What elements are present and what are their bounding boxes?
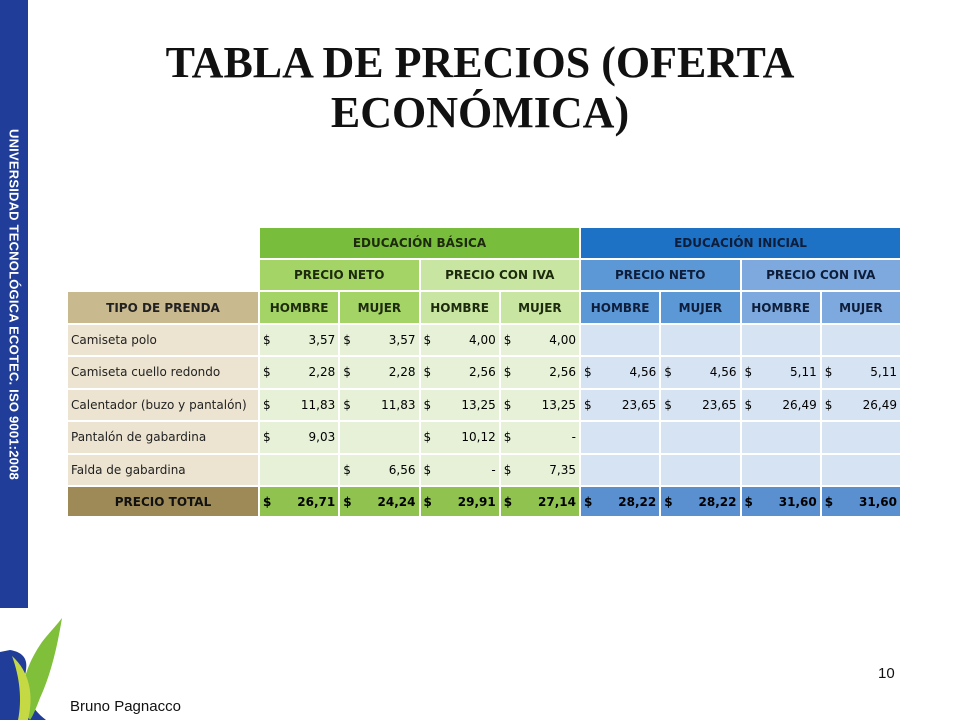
price-cell bbox=[742, 357, 820, 388]
price-value: 6,56 bbox=[388, 462, 416, 477]
price-cell bbox=[260, 325, 338, 356]
price-header: PRECIO CON IVA bbox=[742, 260, 901, 290]
price-value: 23,65 bbox=[621, 397, 657, 412]
price-cell bbox=[340, 325, 418, 356]
total-row bbox=[68, 487, 900, 516]
currency-symbol: $ bbox=[824, 365, 833, 380]
price-value: 26,49 bbox=[782, 397, 817, 412]
total-value: 31,60 bbox=[859, 494, 897, 509]
gender-header: MUJER bbox=[661, 292, 739, 322]
gender-header: MUJER bbox=[340, 292, 418, 322]
price-cell bbox=[742, 422, 820, 453]
price-value: 2,28 bbox=[308, 365, 336, 380]
footer-author: Bruno Pagnacco bbox=[70, 698, 181, 715]
price-value: 2,56 bbox=[469, 365, 496, 380]
price-value: 5,11 bbox=[870, 365, 897, 380]
price-cell bbox=[340, 390, 418, 421]
currency-symbol: $ bbox=[343, 462, 351, 477]
price-cell bbox=[340, 422, 418, 453]
table-row bbox=[68, 455, 900, 486]
price-value: 10,12 bbox=[461, 430, 496, 445]
table-row bbox=[68, 390, 900, 421]
price-value: 4,00 bbox=[469, 332, 496, 347]
price-cell bbox=[421, 357, 499, 388]
page-number: 10 bbox=[878, 665, 895, 682]
price-cell bbox=[421, 422, 499, 453]
price-header-row bbox=[68, 260, 900, 290]
price-cell bbox=[421, 325, 499, 356]
total-label: PRECIO TOTAL bbox=[68, 487, 258, 516]
currency-symbol: $ bbox=[343, 365, 351, 380]
price-cell bbox=[822, 422, 900, 453]
price-cell bbox=[742, 455, 820, 486]
price-cell bbox=[581, 422, 659, 453]
price-cell bbox=[661, 422, 739, 453]
price-cell bbox=[581, 455, 659, 486]
currency-symbol: $ bbox=[584, 494, 593, 509]
price-header: PRECIO NETO bbox=[581, 260, 740, 290]
price-table-wrap bbox=[66, 226, 902, 518]
price-cell bbox=[501, 325, 579, 356]
blank-corner bbox=[68, 260, 258, 290]
currency-symbol: $ bbox=[503, 397, 512, 412]
gender-header: HOMBRE bbox=[581, 292, 659, 322]
price-cell bbox=[581, 390, 659, 421]
price-cell bbox=[822, 390, 900, 421]
price-value: 4,56 bbox=[709, 365, 737, 380]
gender-header: MUJER bbox=[822, 292, 900, 322]
total-cell bbox=[421, 487, 499, 516]
gender-header: HOMBRE bbox=[421, 292, 499, 322]
price-cell bbox=[661, 357, 739, 388]
total-cell bbox=[742, 487, 820, 516]
table-row bbox=[68, 422, 900, 453]
ecotec-logo bbox=[0, 612, 64, 720]
currency-symbol: $ bbox=[503, 462, 512, 477]
currency-symbol: $ bbox=[744, 365, 753, 380]
price-cell bbox=[822, 357, 900, 388]
price-cell bbox=[260, 422, 338, 453]
price-cell bbox=[340, 455, 418, 486]
price-cell bbox=[822, 325, 900, 356]
price-cell bbox=[421, 390, 499, 421]
total-cell bbox=[581, 487, 659, 516]
currency-symbol: $ bbox=[423, 430, 432, 445]
gender-header-row bbox=[68, 292, 900, 322]
price-value: 3,57 bbox=[308, 332, 336, 347]
side-banner-text: UNIVERSIDAD TECNOLÓGICA ECOTEC. ISO 9001:2008 bbox=[6, 128, 22, 480]
price-value: 13,25 bbox=[461, 397, 496, 412]
total-cell bbox=[260, 487, 338, 516]
price-cell bbox=[421, 455, 499, 486]
table-row bbox=[68, 357, 900, 388]
price-header: PRECIO CON IVA bbox=[421, 260, 580, 290]
row-label: Falda de gabardina bbox=[68, 455, 258, 486]
currency-symbol: $ bbox=[824, 494, 834, 509]
group-header-row bbox=[68, 228, 900, 258]
currency-symbol: $ bbox=[263, 494, 272, 509]
price-value: 23,65 bbox=[702, 397, 737, 412]
price-cell bbox=[581, 357, 659, 388]
group-header-inicial: EDUCACIÓN INICIAL bbox=[581, 228, 900, 258]
gender-header: HOMBRE bbox=[260, 292, 338, 322]
price-cell bbox=[742, 390, 820, 421]
gender-header: HOMBRE bbox=[742, 292, 820, 322]
total-value: 28,22 bbox=[698, 494, 737, 509]
price-value: - bbox=[491, 462, 496, 477]
total-cell bbox=[340, 487, 418, 516]
group-header-basica: EDUCACIÓN BÁSICA bbox=[260, 228, 579, 258]
currency-symbol: $ bbox=[263, 332, 271, 347]
gender-header: MUJER bbox=[501, 292, 579, 322]
currency-symbol: $ bbox=[423, 365, 432, 380]
currency-symbol: $ bbox=[664, 494, 673, 509]
row-label: Calentador (buzo y pantalón) bbox=[68, 390, 258, 421]
currency-symbol: $ bbox=[343, 397, 351, 412]
currency-symbol: $ bbox=[503, 494, 513, 509]
currency-symbol: $ bbox=[343, 332, 351, 347]
price-cell bbox=[501, 455, 579, 486]
price-value: 26,49 bbox=[862, 397, 897, 412]
currency-symbol: $ bbox=[423, 332, 432, 347]
row-label: Pantalón de gabardina bbox=[68, 422, 258, 453]
price-cell bbox=[742, 325, 820, 356]
table-row bbox=[68, 325, 900, 356]
price-value: 13,25 bbox=[541, 397, 576, 412]
total-value: 27,14 bbox=[538, 494, 576, 509]
price-cell bbox=[661, 455, 739, 486]
price-cell bbox=[260, 455, 338, 486]
currency-symbol: $ bbox=[503, 430, 512, 445]
currency-symbol: $ bbox=[584, 397, 592, 412]
price-cell bbox=[581, 325, 659, 356]
total-value: 31,60 bbox=[778, 494, 817, 509]
price-cell bbox=[501, 422, 579, 453]
row-label: Camiseta cuello redondo bbox=[68, 357, 258, 388]
currency-symbol: $ bbox=[263, 365, 271, 380]
currency-symbol: $ bbox=[584, 365, 592, 380]
total-value: 28,22 bbox=[618, 494, 657, 509]
currency-symbol: $ bbox=[744, 397, 753, 412]
price-value: 11,83 bbox=[381, 397, 416, 412]
currency-symbol: $ bbox=[343, 494, 352, 509]
currency-symbol: $ bbox=[423, 462, 432, 477]
currency-symbol: $ bbox=[423, 397, 432, 412]
price-header: PRECIO NETO bbox=[260, 260, 419, 290]
currency-symbol: $ bbox=[503, 332, 512, 347]
total-value: 29,91 bbox=[457, 494, 496, 509]
price-value: 4,00 bbox=[549, 332, 576, 347]
total-value: 24,24 bbox=[377, 494, 416, 509]
total-cell bbox=[822, 487, 900, 516]
price-cell bbox=[661, 325, 739, 356]
row-header: TIPO DE PRENDA bbox=[68, 292, 258, 322]
price-cell bbox=[260, 357, 338, 388]
currency-symbol: $ bbox=[503, 365, 512, 380]
price-value: 3,57 bbox=[388, 332, 416, 347]
currency-symbol: $ bbox=[423, 494, 432, 509]
price-cell bbox=[822, 455, 900, 486]
price-value: 9,03 bbox=[308, 430, 336, 445]
currency-symbol: $ bbox=[263, 430, 271, 445]
row-label: Camiseta polo bbox=[68, 325, 258, 356]
side-banner-text-wrap bbox=[0, 0, 28, 608]
currency-symbol: $ bbox=[664, 365, 672, 380]
total-cell bbox=[501, 487, 579, 516]
blank-corner bbox=[68, 228, 258, 258]
price-value: 11,83 bbox=[300, 397, 336, 412]
page-title: TABLA DE PRECIOS (OFERTA ECONÓMICA) bbox=[165, 38, 795, 137]
currency-symbol: $ bbox=[664, 397, 672, 412]
currency-symbol: $ bbox=[824, 397, 833, 412]
price-cell bbox=[340, 357, 418, 388]
price-value: 2,56 bbox=[549, 365, 576, 380]
currency-symbol: $ bbox=[263, 397, 271, 412]
price-value: 7,35 bbox=[549, 462, 576, 477]
price-value: 5,11 bbox=[790, 365, 817, 380]
price-cell bbox=[501, 390, 579, 421]
price-cell bbox=[260, 390, 338, 421]
price-value: - bbox=[571, 430, 576, 445]
total-value: 26,71 bbox=[297, 494, 336, 509]
table-body bbox=[68, 325, 900, 486]
price-table bbox=[66, 226, 902, 518]
price-value: 2,28 bbox=[388, 365, 416, 380]
price-value: 4,56 bbox=[629, 365, 657, 380]
price-cell bbox=[501, 357, 579, 388]
price-cell bbox=[661, 390, 739, 421]
currency-symbol: $ bbox=[744, 494, 753, 509]
total-cell bbox=[661, 487, 739, 516]
